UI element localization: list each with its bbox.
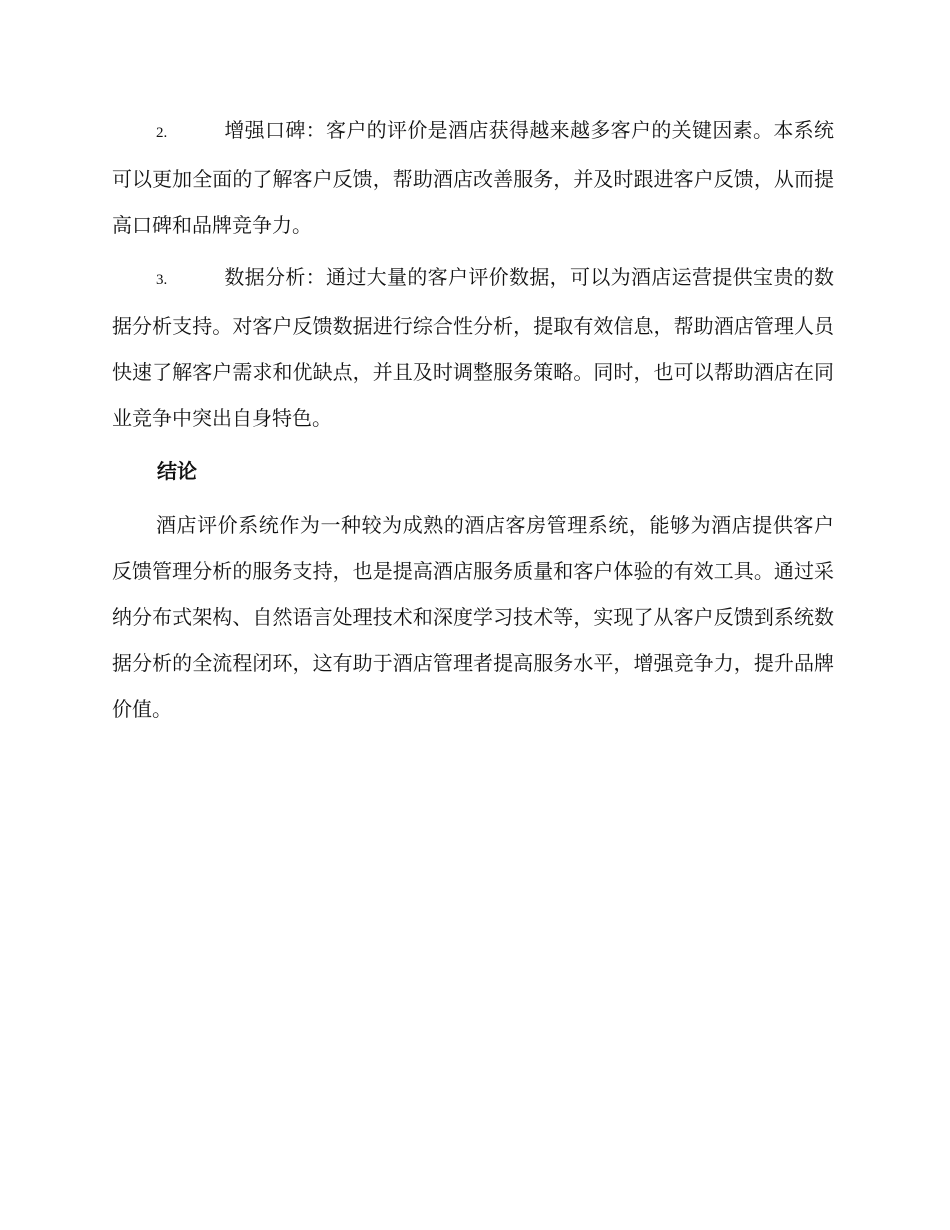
list-item-text: 增强口碑：客户的评价是酒店获得越来越多客户的关键因素。本系统可以更加全面的了解客户反馈，帮助酒店改善服务，并及时跟进客户反馈，从而提高口碑和品牌竞争力。	[112, 118, 834, 237]
list-item-text: 数据分析：通过大量的客户评价数据，可以为酒店运营提供宝贵的数据分析支持。对客户反馈数据进行综合性分析，提取有效信息，帮助酒店管理人员快速了解客户需求和优缺点，并且及时调整服务策略。同时，也可以帮助酒店在同业竞争中突出自身特色。	[112, 265, 834, 430]
list-number: 3.	[156, 272, 168, 288]
conclusion-paragraph: 酒店评价系统作为一种较为成熟的酒店客房管理系统，能够为酒店提供客户反馈管理分析的服务支持，也是提高酒店服务质量和客户体验的有效工具。通过采纳分布式架构、自然语言处理技术和深度学习技术等，实现了从客户反馈到系统数据分析的全流程闭环，这有助于酒店管理者提高服务水平，增强竞争力，提升品牌价值。	[112, 513, 834, 721]
list-item-2	[112, 107, 834, 248]
list-number: 2.	[156, 125, 168, 141]
conclusion-heading: 结论	[157, 459, 197, 483]
list-item-3	[112, 254, 834, 441]
